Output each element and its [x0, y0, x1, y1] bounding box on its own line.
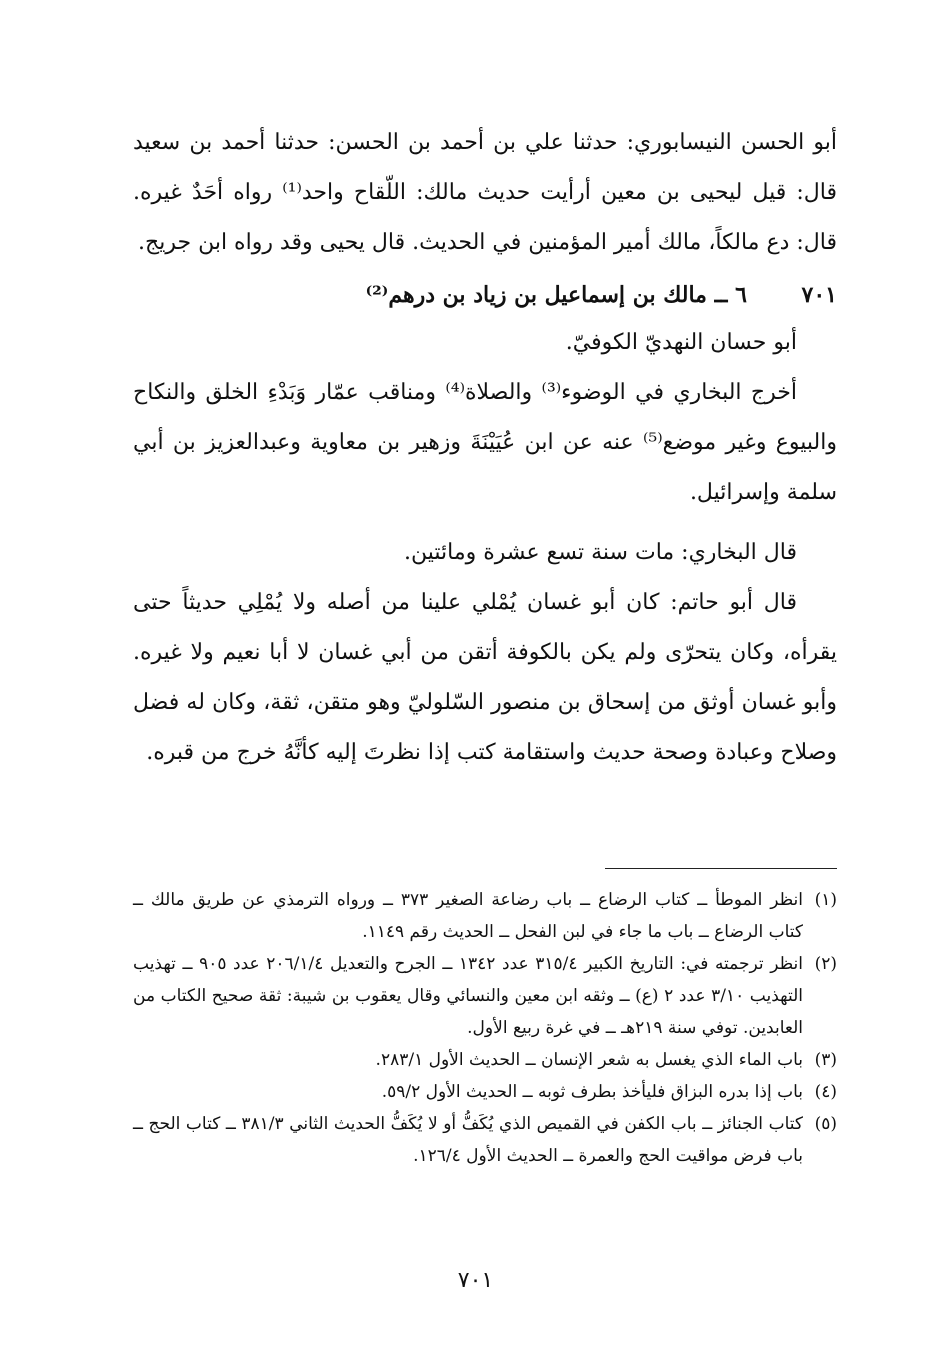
entry-title: ٦ ــ مالك بن إسماعيل بن زياد بن درهم⁽²⁾	[365, 282, 747, 308]
footnote-text: انظر الموطأ ــ كتاب الرضاع ــ باب رضاعة الصغير ٣٧٣ ــ ورواه الترمذي عن طريق مالك ــ كتاب الرضاع ــ باب ما جاء في لبن الفحل ــ الحديث رقم ١١٤٩.	[133, 890, 803, 942]
footnotes	[133, 884, 837, 1172]
page-number: ٧٠١	[457, 1268, 494, 1293]
paragraph-kunya: أبو حسان النهديّ الكوفيّ.	[565, 330, 797, 355]
footnote-text: انظر ترجمته في: التاريخ الكبير ٣١٥/٤ عدد ١٣٤٢ ــ الجرح والتعديل ٢٠٦/١/٤ عدد ٩٠٥ ــ تهذيب التهذيب ٣/١٠ عدد ٢ (ع) ــ وثقه ابن معين والنسائي وقال يعقوب بن شيبة: ثقة صحيح الكتاب من العابدين. توفي سنة ٢١٩هـ ــ في غرة ربيع الأول.	[133, 954, 803, 1038]
footnote-number: (٤)	[814, 1082, 837, 1102]
paragraph-abu-hatim: قال أبو حاتم: كان أبو غسان يُمْلي علينا من أصله ولا يُمْلِي حديثاً حتى يقرأه، وكان يتحرّى ولم يكن بالكوفة أتقن من أبي غسان لا أبا نعيم ولا غيره. وأبو غسان أوثق من إسحاق بن منصور السّلوليّ وهو متقن، ثقة، وكان له فضل وصلاح وعبادة وصحة حديث واستقامة كتب إذا نظرتَ إليه كأنَّهُ خرج من قبره.	[133, 590, 837, 765]
footnote-item	[133, 884, 837, 948]
footnote-text: باب إذا بدره البزاق فليأخذ بطرف ثوبه ــ الحديث الأول ٥٩/٢.	[381, 1082, 803, 1102]
footnote-divider	[605, 868, 837, 869]
main-text	[133, 118, 837, 778]
footnote-number: (١)	[814, 890, 837, 910]
footnote-number: (٣)	[814, 1050, 837, 1070]
footnote-number: (٥)	[814, 1114, 837, 1134]
footnote-item	[133, 1076, 837, 1108]
footnote-number: (٢)	[814, 954, 837, 974]
footnote-item	[133, 1108, 837, 1172]
paragraph-opening: أبو الحسن النيسابوري: حدثنا علي بن أحمد بن الحسن: حدثنا أحمد بن سعيد قال: قيل ليحيى بن معين أرأيت حديث مالك: اللّقاح واحد⁽¹⁾ رواه أحَدٌ غيره. قال: دع مالكاً، مالك أمير المؤمنين في الحديث. قال يحيى وقد رواه ابن جريج.	[133, 130, 837, 255]
footnote-item	[133, 1044, 837, 1076]
entry-number: ٧٠١	[801, 282, 837, 308]
paragraph-bukhari-narrations: أخرج البخاري في الوضوء⁽³⁾ والصلاة⁽⁴⁾ ومناقب عمّار وَبَدْءِ الخلق والنكاح والبيوع وغير موضع⁽⁵⁾ عنه عن ابن عُيَيْنَةَ وزهير بن معاوية وعبدالعزيز بن أبي سلمة وإسرائيل.	[133, 380, 837, 505]
footnote-text: باب الماء الذي يغسل به شعر الإنسان ــ الحديث الأول ٢٨٣/١.	[375, 1050, 803, 1070]
biography-entry-heading	[133, 272, 837, 318]
paragraph-death-year: قال البخاري: مات سنة تسع عشرة ومائتين.	[404, 540, 797, 565]
footnote-item	[133, 948, 837, 1044]
footnote-text: كتاب الجنائز ــ باب الكفن في القميص الذي يُكَفُّ أو لا يُكَفُّ الحديث الثاني ٣٨١/٣ ــ كتاب الحج ــ باب فرض مواقيت الحج والعمرة ــ الحديث الأول ١٢٦/٤.	[133, 1114, 803, 1166]
